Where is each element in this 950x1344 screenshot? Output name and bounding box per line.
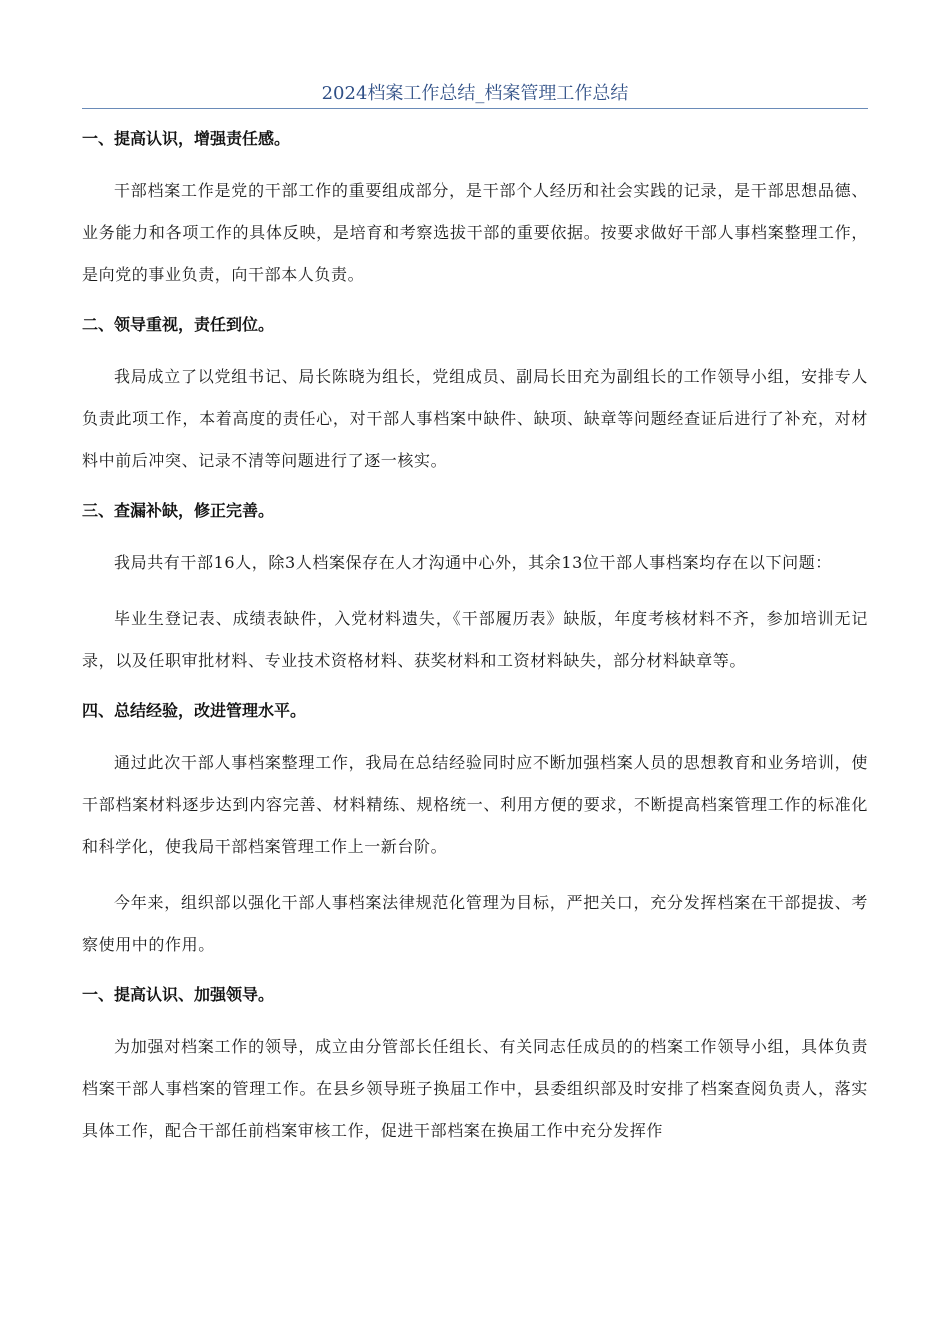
paragraph: 今年来，组织部以强化干部人事档案法律规范化管理为目标，严把关口，充分发挥档案在干部提拔、考察使用中的作用。 (82, 893, 868, 954)
section-1 (82, 124, 868, 310)
section-heading: 一、提高认识、加强领导。 (82, 985, 275, 1004)
section-heading: 二、领导重视，责任到位。 (82, 315, 275, 334)
section-4 (82, 696, 868, 980)
paragraph: 通过此次干部人事档案整理工作，我局在总结经验同时应不断加强档案人员的思想教育和业务培训，使干部档案材料逐步达到内容完善、材料精练、规格统一、利用方便的要求，不断提高档案管理工作的标准化和科学化，使我局干部档案管理工作上一新台阶。 (82, 753, 868, 856)
paragraph: 我局成立了以党组书记、局长陈晓为组长，党组成员、副局长田充为副组长的工作领导小组，安排专人负责此项工作，本着高度的责任心，对干部人事档案中缺件、缺项、缺章等问题经查证后进行了补充，对材料中前后冲突、记录不清等问题进行了逐一核实。 (82, 367, 868, 470)
paragraph: 为加强对档案工作的领导，成立由分管部长任组长、有关同志任成员的的档案工作领导小组，具体负责档案干部人事档案的管理工作。在县乡领导班子换届工作中，县委组织部及时安排了档案查阅负责人，落实具体工作，配合干部任前档案审核工作，促进干部档案在换届工作中充分发挥作 (82, 1037, 868, 1140)
section-heading: 三、查漏补缺，修正完善。 (82, 501, 275, 520)
paragraph: 干部档案工作是党的干部工作的重要组成部分，是干部个人经历和社会实践的记录，是干部思想品德、业务能力和各项工作的具体反映，是培育和考察选拔干部的重要依据。按要求做好干部人事档案整理工作，是向党的事业负责，向干部本人负责。 (82, 181, 868, 284)
document-title: 2024档案工作总结_档案管理工作总结 (321, 83, 629, 104)
document-header (82, 82, 868, 109)
paragraph: 我局共有干部16人，除3人档案保存在人才沟通中心外，其余13位干部人事档案均存在以下问题： (114, 553, 832, 572)
section-5 (82, 980, 868, 1152)
section-2 (82, 310, 868, 496)
section-heading: 一、提高认识，增强责任感。 (82, 129, 291, 148)
document-body (82, 124, 868, 1152)
section-3 (82, 496, 868, 696)
paragraph: 毕业生登记表、成绩表缺件，入党材料遗失，《干部履历表》缺版，年度考核材料不齐，参加培训无记录，以及任职审批材料、专业技术资格材料、获奖材料和工资材料缺失，部分材料缺章等。 (82, 609, 868, 670)
section-heading: 四、总结经验，改进管理水平。 (82, 701, 307, 720)
